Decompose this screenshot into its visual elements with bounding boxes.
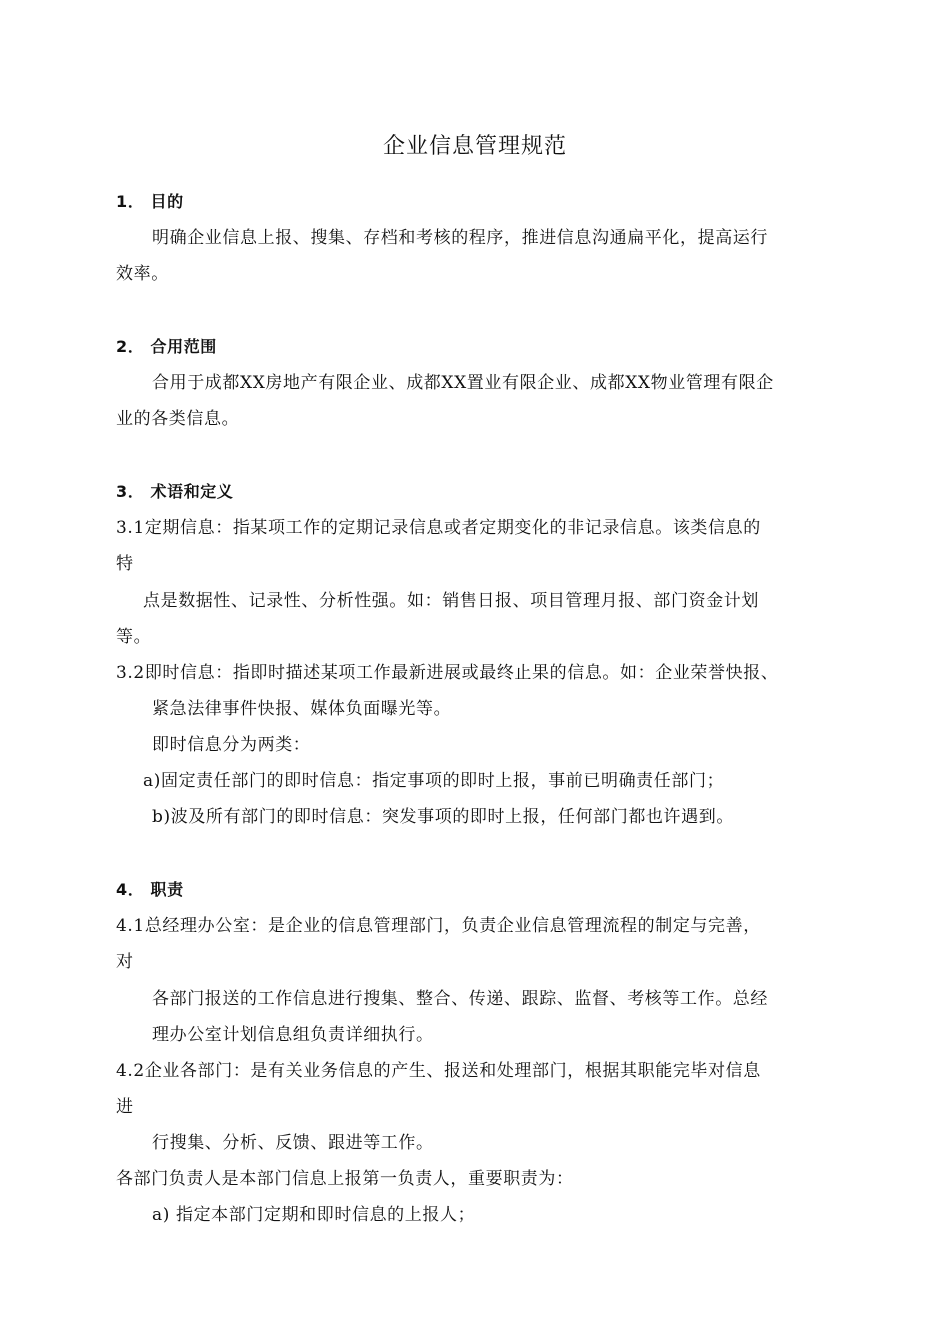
section-heading-scope: 2． 合用范围 bbox=[116, 337, 217, 356]
section-heading-definitions: 3． 术语和定义 bbox=[116, 482, 234, 501]
section-heading-purpose: 1． 目的 bbox=[116, 192, 184, 211]
paragraph-line: 4.1总经理办公室：是企业的信息管理部门，负责企业信息管理流程的制定与完善， bbox=[116, 916, 761, 936]
paragraph-line: 特 bbox=[116, 554, 134, 574]
paragraph-line: 明确企业信息上报、搜集、存档和考核的程序，推进信息沟通扁平化，提高运行 bbox=[152, 228, 768, 248]
paragraph-line: 对 bbox=[116, 952, 134, 972]
paragraph-line: 各部门报送的工作信息进行搜集、整合、传递、跟踪、监督、考核等工作。总经 bbox=[152, 989, 768, 1009]
paragraph-line: 理办公室计划信息组负责详细执行。 bbox=[152, 1025, 434, 1045]
paragraph-line: 4.2企业各部门：是有关业务信息的产生、报送和处理部门，根据其职能完毕对信息 bbox=[116, 1061, 761, 1081]
paragraph-line: 效率。 bbox=[116, 264, 169, 284]
paragraph-line: 等。 bbox=[116, 627, 152, 647]
section-heading-responsibilities: 4． 职责 bbox=[116, 880, 184, 899]
paragraph-line: 行搜集、分析、反馈、跟进等工作。 bbox=[152, 1133, 434, 1153]
document-title: 企业信息管理规范 bbox=[382, 134, 567, 159]
paragraph-line: 3.2即时信息：指即时描述某项工作最新进展或最终止果的信息。如：企业荣誉快报、 bbox=[116, 663, 779, 683]
list-item: a) 指定本部门定期和即时信息的上报人； bbox=[152, 1205, 476, 1225]
paragraph-line: 点是数据性、记录性、分析性强。如：销售日报、项目管理月报、部门资金计划 bbox=[143, 591, 759, 611]
paragraph-line: 3.1定期信息：指某项工作的定期记录信息或者定期变化的非记录信息。该类信息的 bbox=[116, 518, 761, 538]
paragraph-line: 各部门负责人是本部门信息上报第一负责人，重要职责为： bbox=[116, 1169, 574, 1189]
paragraph-line: 合用于成都XX房地产有限企业、成都XX置业有限企业、成都XX物业管理有限企 bbox=[152, 373, 774, 393]
paragraph-line: 进 bbox=[116, 1097, 134, 1117]
paragraph-line: 业的各类信息。 bbox=[116, 409, 240, 429]
paragraph-line: 紧急法律事件快报、媒体负面曝光等。 bbox=[152, 699, 452, 719]
list-item: b)波及所有部门的即时信息：突发事项的即时上报，任何部门都也许遇到。 bbox=[152, 807, 734, 827]
paragraph-line: 即时信息分为两类： bbox=[152, 735, 311, 755]
list-item: a)固定责任部门的即时信息：指定事项的即时上报，事前已明确责任部门； bbox=[143, 771, 725, 791]
